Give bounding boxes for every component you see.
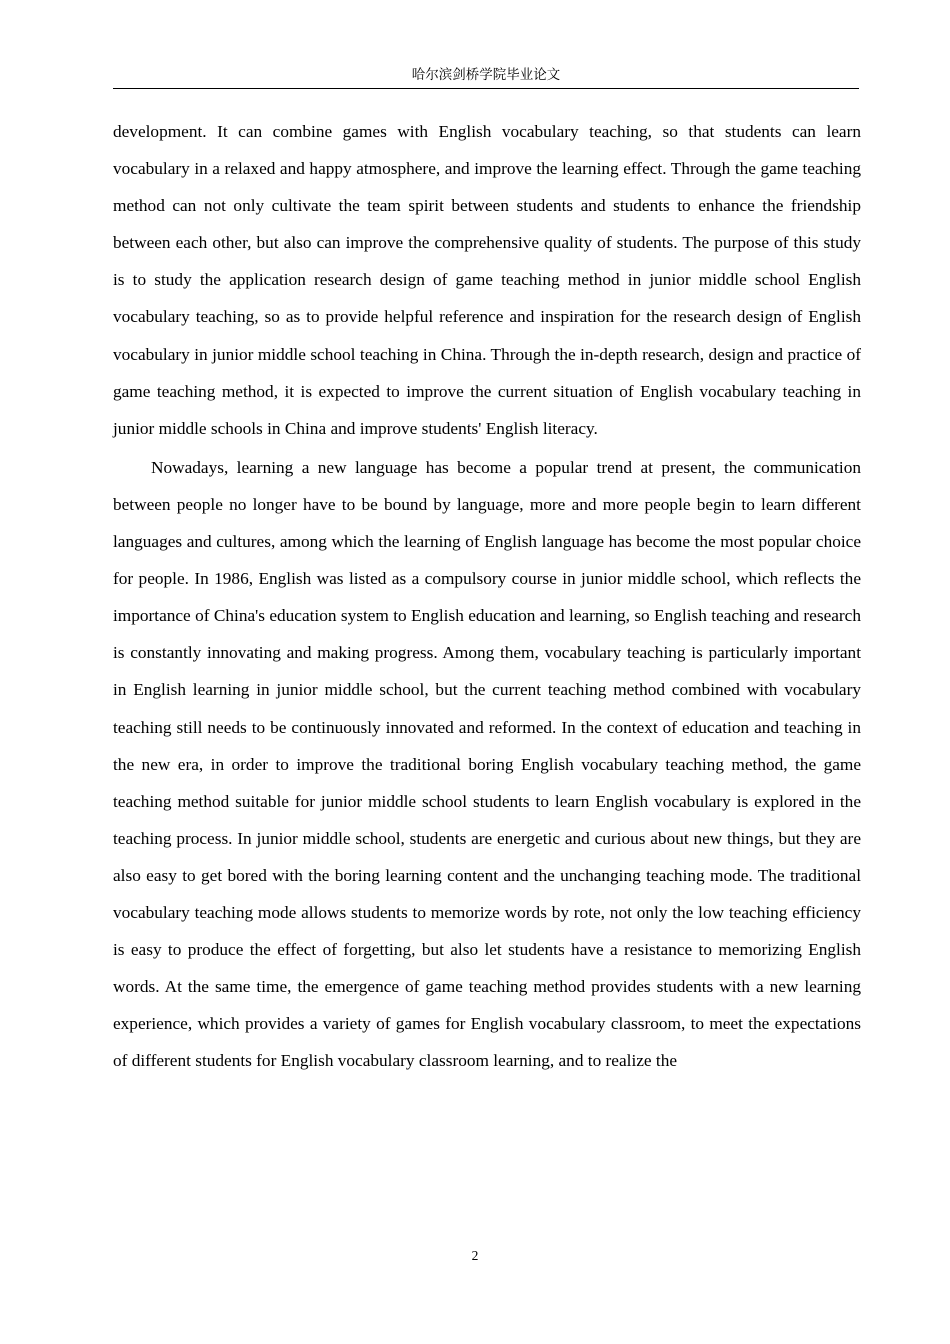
page-number: 2 xyxy=(471,1248,479,1263)
header-title: 哈尔滨剑桥学院毕业论文 xyxy=(411,67,561,82)
paragraph-2: Nowadays, learning a new language has become a popular trend at present, the communication between people no longer have to be bound by language, more and more people begin to learn different languages and cultures, among which the learning of English language has become the most popular choice for people. In 1986, English was listed as a compulsory course in junior middle school, which reflects the importance of China's education system to English education and learning, so English teaching and research is constantly innovating and making progress. Among them, vocabulary teaching is particularly important in English learning in junior middle school, but the current teaching method combined with vocabulary teaching still needs to be continuously innovated and reformed. In the context of education and teaching in the new era, in order to improve the traditional boring English vocabulary teaching method, the game teaching method suitable for junior middle school students to learn English vocabulary is explored in the teaching process. In junior middle school, students are energetic and curious about new things, but they are also easy to get bored with the boring learning content and the unchanging teaching mode. The traditional vocabulary teaching mode allows students to memorize words by rote, not only the low teaching efficiency is easy to produce the effect of forgetting, but also let students have a resistance to memorizing English words. At the same time, the emergence of game teaching method provides students with a new learning experience, which provides a variety of games for English vocabulary classroom, to meet the expectations of different students for English vocabulary classroom learning, and to realize the xyxy=(113,457,861,1071)
page-header xyxy=(113,66,859,89)
body-text xyxy=(113,113,861,1079)
paragraph-1: development. It can combine games with English vocabulary teaching, so that students can learn vocabulary in a relaxed and happy atmosphere, and improve the learning effect. Through the game teaching method can not only cultivate the team spirit between students and students to enhance the friendship between each other, but also can improve the comprehensive quality of students. The purpose of this study is to study the application research design of game teaching method in junior middle school English vocabulary teaching, so as to provide helpful reference and inspiration for the research design of English vocabulary in junior middle school teaching in China. Through the in-depth research, design and practice of game teaching method, it is expected to improve the current situation of English vocabulary teaching in junior middle schools in China and improve students' English literacy. xyxy=(113,122,861,438)
